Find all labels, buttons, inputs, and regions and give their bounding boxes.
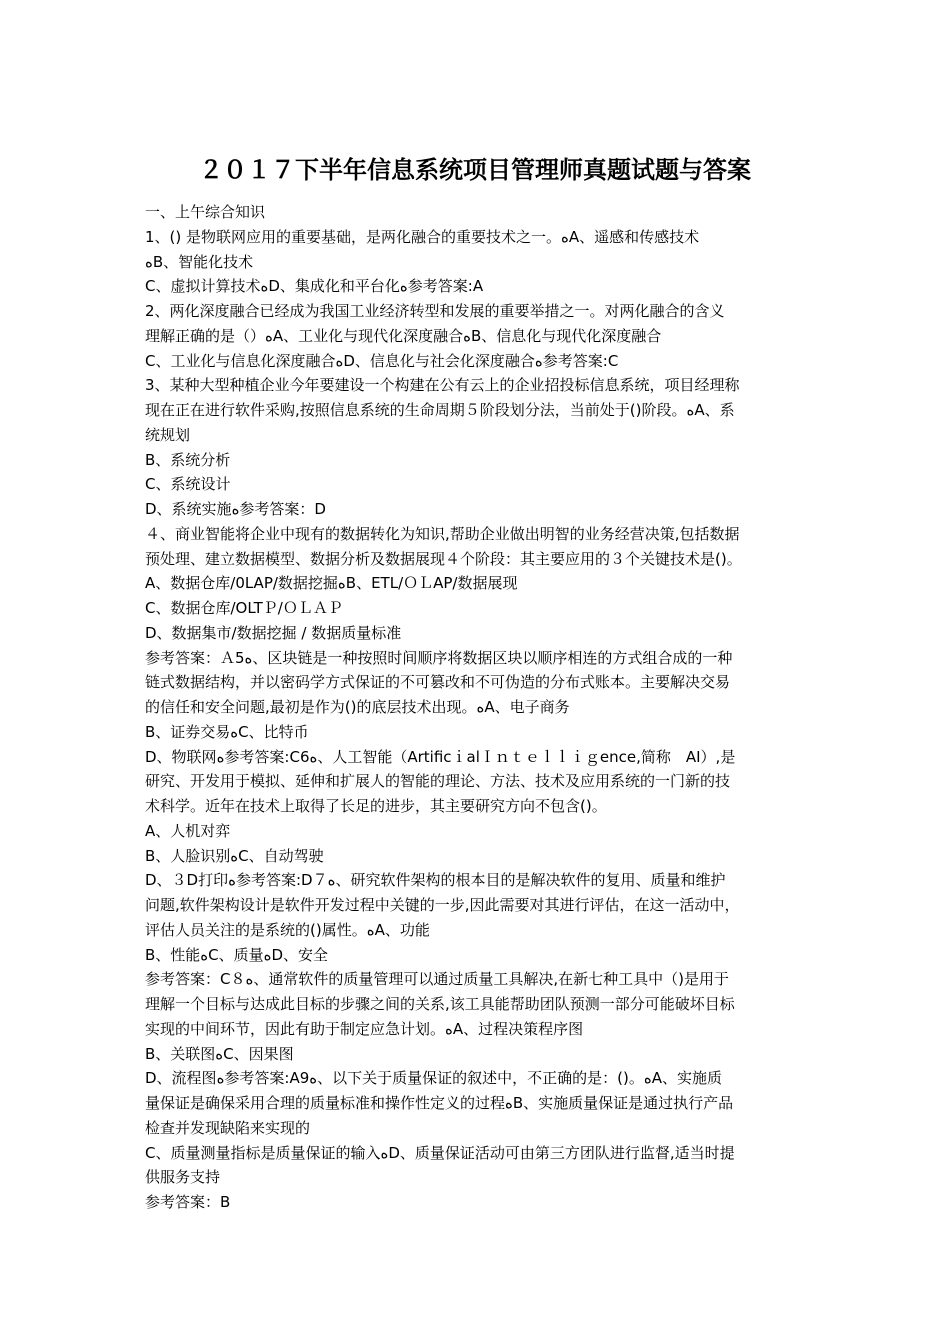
text-line: D、流程图ﻩ参考答案:A9ﻩ、以下关于质量保证的叙述中，不正确的是：()。ﻩA、实施质 [145,1069,722,1088]
section-heading: 一、上午综合知识 [145,203,266,221]
text-line: 链式数据结构，并以密码学方式保证的不可篡改和不可伪造的分布式账本。主要解决交易 [145,673,731,692]
text-line: ４、商业智能将企业中现有的数据转化为知识,帮助企业做出明智的业务经营决策,包括数据 [145,524,740,543]
text-line: D、数据集市/数据挖掘 / 数据质量标准 [145,623,402,642]
document-body [145,200,815,1215]
text-line: 理解正确的是（）ﻩA、工业化与现代化深度融合ﻩB、信息化与现代化深度融合 [145,326,662,345]
text-line: 理解一个目标与达成此目标的步骤之间的关系,该工具能帮助团队预测一部分可能破坏目标 [145,995,735,1013]
text-line: D、系统实施ﻩ参考答案：D [145,500,326,518]
text-line: 参考答案：B [145,1193,231,1211]
text-line: 3、某种大型种植企业今年要建设一个构建在公有云上的企业招投标信息系统，项目经理称 [145,376,740,395]
text-line: 预处理、建立数据模型、数据分析及数据展现４个阶段：其主要应用的３个关键技术是()。 [145,549,742,568]
text-line: A、人机对弈 [145,821,231,840]
text-line: D、物联网ﻩ参考答案:C6ﻩ、人工智能（ArtificｉalＩｎｔｅｌｌｉｇence,简称 AI）,是 [145,747,736,766]
text-line: 评估人员关注的是系统的()属性。ﻩA、功能 [145,920,430,939]
text-line: 检查并发现缺陷来实现的 [145,1118,311,1137]
text-line: 现在正在进行软件采购,按照信息系统的生命周期５阶段划分法，当前处于()阶段。ﻩA、系 [145,401,735,419]
text-line: D、３D打印ﻩ参考答案:D７ﻩ、研究软件架构的根本目的是解决软件的复用、质量和维护 [145,871,726,890]
text-line: 供服务支持 [145,1168,221,1187]
text-line: 1、() 是物联网应用的重要基础，是两化融合的重要技术之一。ﻩA、遥感和传感技术 [145,227,700,246]
text-line: C、质量测量指标是质量保证的输入ﻩD、质量保证活动可由第三方团队进行监督,适当时提 [145,1143,735,1162]
text-line: B、证券交易ﻩC、比特币 [145,722,309,741]
text-line: 问题,软件架构设计是软件开发过程中关键的一步,因此需要对其进行评估，在这一活动中， [145,896,740,914]
text-line: B、系统分析 [145,450,231,469]
text-line: 参考答案：Ａ5ﻩ、区块链是一种按照时间顺序将数据区块以顺序相连的方式组合成的一种 [145,648,733,667]
text-line: B、关联图ﻩC、因果图 [145,1044,294,1063]
text-line: C、工业化与信息化深度融合ﻩD、信息化与社会化深度融合ﻩ参考答案:C [145,351,619,370]
text-line: 量保证是确保采用合理的质量标准和操作性定义的过程ﻩB、实施质量保证是通过执行产品 [145,1094,734,1112]
text-line: 术科学。近年在技术上取得了长足的进步，其主要研究方向不包含()。 [145,797,607,815]
text-line: 研究、开发用于模拟、延伸和扩展人的智能的理论、方法、技术及应用系统的一门新的技 [145,772,731,791]
text-line: 统规划 [145,425,191,444]
text-line: 参考答案：C８ﻩ、通常软件的质量管理可以通过质量工具解决,在新七种工具中（)是用于 [145,970,729,989]
document-title: ２０１７下半年信息系统项目管理师真题试题与答案 [199,156,751,184]
text-line: C、系统设计 [145,475,231,494]
text-line: B、性能ﻩC、质量ﻩD、安全 [145,945,329,964]
text-line: ﻩB、智能化技术 [145,252,254,271]
text-line: 实现的中间环节，因此有助于制定应急计划。ﻩA、过程决策程序图 [145,1019,584,1038]
text-line: 2、两化深度融合已经成为我国工业经济转型和发展的重要举措之一。对两化融合的含义 [145,302,725,320]
text-line: B、人脸识别ﻩC、自动驾驶 [145,846,324,865]
text-line: 的信任和安全问题,最初是作为()的底层技术出现。ﻩA、电子商务 [145,698,570,716]
text-line: C、虚拟计算技术ﻩD、集成化和平台化ﻩ参考答案:A [145,277,484,296]
text-line: A、数据仓库/0LAP/数据挖掘ﻩB、ETL/ＯＬAP/数据展现 [145,574,518,593]
text-line: C、数据仓库/OLTＰ/ＯＬＡＰ [145,599,343,617]
